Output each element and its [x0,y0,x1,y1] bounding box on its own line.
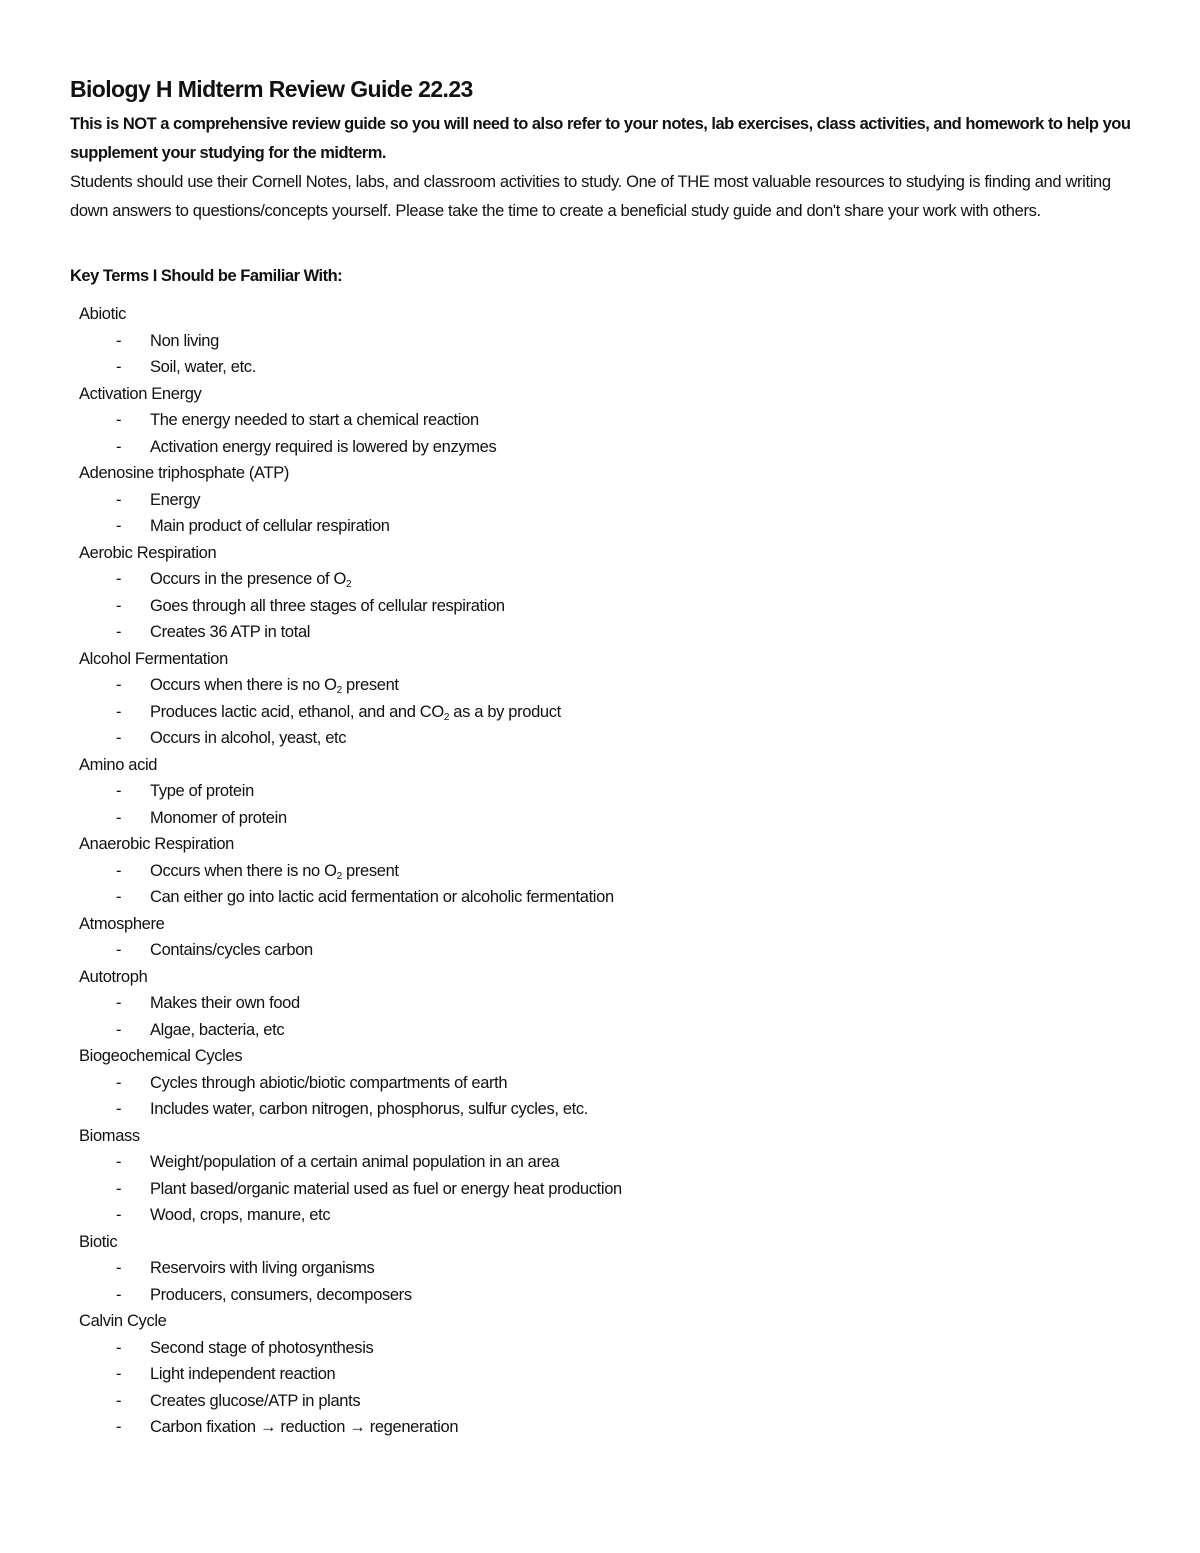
document-page [70,72,1140,1441]
subscript: 2 [443,711,450,723]
term-definition-list [70,1070,1140,1123]
dash-marker: - [116,808,122,827]
definition-text: Weight/population of a certain animal population in an area [150,1153,560,1171]
dash-marker: - [116,570,122,588]
term-definition-list [70,1149,1140,1229]
definition-text: Algae, bacteria, etc [150,1020,285,1039]
term-item [70,646,1140,752]
term-definition-list [70,407,1140,460]
definition-text: Wood, crops, manure, etc [150,1206,331,1224]
definition-point [70,1070,1140,1097]
definition-text: The energy needed to start a chemical reaction [150,411,479,429]
term-definition-list [70,672,1140,752]
definition-text: Cycles through abiotic/biotic compartments of earth [150,1073,508,1092]
dash-marker: - [116,331,122,350]
definition-point [70,1335,1140,1362]
dash-marker: - [116,1391,122,1410]
definition-text: Soil, water, etc. [150,358,256,376]
definition-text: Creates glucose/ATP in plants [150,1391,361,1410]
definition-point [70,884,1140,911]
dash-marker: - [116,729,122,747]
term-item [70,1308,1140,1441]
definition-text: Activation energy required is lowered by enzymes [150,437,497,456]
definition-text: Creates 36 ATP in total [150,623,311,641]
definition-text: Main product of cellular respiration [150,517,390,535]
definition-point [70,1388,1140,1415]
term-name: Biogeochemical Cycles [79,1047,243,1065]
term-name: Anaerobic Respiration [79,835,234,853]
definition-point [70,619,1140,646]
term-name: Amino acid [79,755,158,774]
dash-marker: - [116,596,122,615]
dash-marker: - [116,517,122,535]
term-name: Activation Energy [79,384,202,403]
term-item [70,964,1140,1044]
subscript: 2 [345,579,352,590]
definition-text: Contains/cycles carbon [150,941,313,959]
definition-point [70,1282,1140,1309]
definition-text-continued: present [341,676,399,694]
definition-text: Makes their own food [150,994,300,1012]
definition-point [70,407,1140,434]
definition-text: Produces lactic acid, ethanol, and and CO [150,702,444,721]
definition-point [70,593,1140,620]
term-item [70,381,1140,461]
dash-marker: - [116,861,122,880]
definition-point [70,858,1140,885]
definition-point [70,1017,1140,1044]
term-item [70,1043,1140,1123]
term-definition-list [70,937,1140,964]
key-terms-heading: Key Terms I Should be Familiar With: [70,267,343,285]
definition-point [70,1361,1140,1388]
dash-marker: - [116,1073,122,1092]
definition-text: Occurs in the presence of O [150,570,346,588]
definition-text: Occurs when there is no O [150,861,337,880]
term-definition-list [70,328,1140,381]
subscript: 2 [336,870,342,882]
definition-text: Can either go into lactic acid fermentation or alcoholic fermentation [150,888,614,906]
term-name: Aerobic Respiration [79,543,217,562]
term-definition-list [70,990,1140,1043]
dash-marker: - [116,1153,122,1171]
term-definition-list [70,1335,1140,1441]
document-subtitle: This is NOT a comprehensive review guide so you will need to also refer to your notes, lab exercises, class activities, and homework to help you supplement your studying for the midterm. [70,115,1131,162]
dash-marker: - [116,1365,122,1383]
definition-point [70,699,1140,726]
term-name: Calvin Cycle [79,1312,167,1330]
term-name: Adenosine triphosphate (ATP) [79,464,290,482]
dash-marker: - [116,702,122,721]
term-definition-list [70,778,1140,831]
definition-point [70,725,1140,752]
definition-point [70,937,1140,964]
term-definition-list [70,1255,1140,1308]
dash-marker: - [116,782,122,800]
dash-marker: - [116,1418,122,1436]
definition-point [70,354,1140,381]
definition-point [70,328,1140,355]
definition-point [70,1096,1140,1123]
definition-text: Carbon fixation → reduction → regeneration [150,1418,459,1436]
dash-marker: - [116,941,122,959]
dash-marker: - [116,1338,122,1357]
definition-text-continued: present [341,861,399,880]
term-item [70,1123,1140,1229]
dash-marker: - [116,490,122,509]
dash-marker: - [116,994,122,1012]
term-item [70,540,1140,646]
definition-point [70,434,1140,461]
key-terms-list [70,301,1140,1441]
term-item [70,460,1140,540]
term-definition-list [70,487,1140,540]
term-name: Atmosphere [79,914,165,933]
definition-point [70,805,1140,832]
definition-text: Light independent reaction [150,1365,336,1383]
definition-point [70,1176,1140,1203]
definition-text: Second stage of photosynthesis [150,1338,374,1357]
dash-marker: - [116,358,122,376]
definition-point [70,1149,1140,1176]
definition-text: Occurs when there is no O [150,676,337,694]
term-definition-list [70,566,1140,646]
definition-text: Energy [150,490,201,509]
dash-marker: - [116,1259,122,1277]
dash-marker: - [116,1020,122,1039]
document-title: Biology H Midterm Review Guide 22.23 [70,76,473,102]
definition-text: Plant based/organic material used as fuel or energy heat production [150,1179,622,1198]
dash-marker: - [116,1285,122,1304]
dash-marker: - [116,437,122,456]
definition-point [70,990,1140,1017]
definition-point [70,513,1140,540]
dash-marker: - [116,1206,122,1224]
definition-text: Non living [150,331,219,350]
dash-marker: - [116,1179,122,1198]
term-name: Biotic [79,1232,118,1251]
definition-point [70,1414,1140,1441]
dash-marker: - [116,888,122,906]
term-item [70,831,1140,911]
dash-marker: - [116,623,122,641]
term-item [70,752,1140,832]
term-item [70,1229,1140,1309]
definition-text: Producers, consumers, decomposers [150,1285,412,1304]
definition-text: Goes through all three stages of cellular respiration [150,596,505,615]
definition-point [70,672,1140,699]
definition-text: Type of protein [150,782,254,800]
subscript: 2 [336,685,342,696]
term-item [70,301,1140,381]
dash-marker: - [116,1100,122,1118]
definition-text: Occurs in alcohol, yeast, etc [150,729,347,747]
definition-text: Monomer of protein [150,808,287,827]
dash-marker: - [116,411,122,429]
definition-text-continued: as a by product [449,702,561,721]
definition-text: Includes water, carbon nitrogen, phosphorus, sulfur cycles, etc. [150,1100,589,1118]
definition-point [70,778,1140,805]
definition-text: Reservoirs with living organisms [150,1259,375,1277]
term-name: Alcohol Fermentation [79,649,228,668]
term-name: Abiotic [79,305,127,323]
definition-point [70,1202,1140,1229]
term-definition-list [70,858,1140,911]
definition-point [70,1255,1140,1282]
document-intro: Students should use their Cornell Notes, labs, and classroom activities to study. One of THE most valuable resources to studying is finding and writing down answers to questions/concepts yourself. Please take the time to create a beneficial study guide and don't share your work with others. [70,173,1111,220]
definition-point [70,487,1140,514]
term-name: Biomass [79,1126,140,1145]
term-item [70,911,1140,964]
dash-marker: - [116,676,122,694]
definition-point [70,566,1140,593]
term-name: Autotroph [79,967,148,986]
